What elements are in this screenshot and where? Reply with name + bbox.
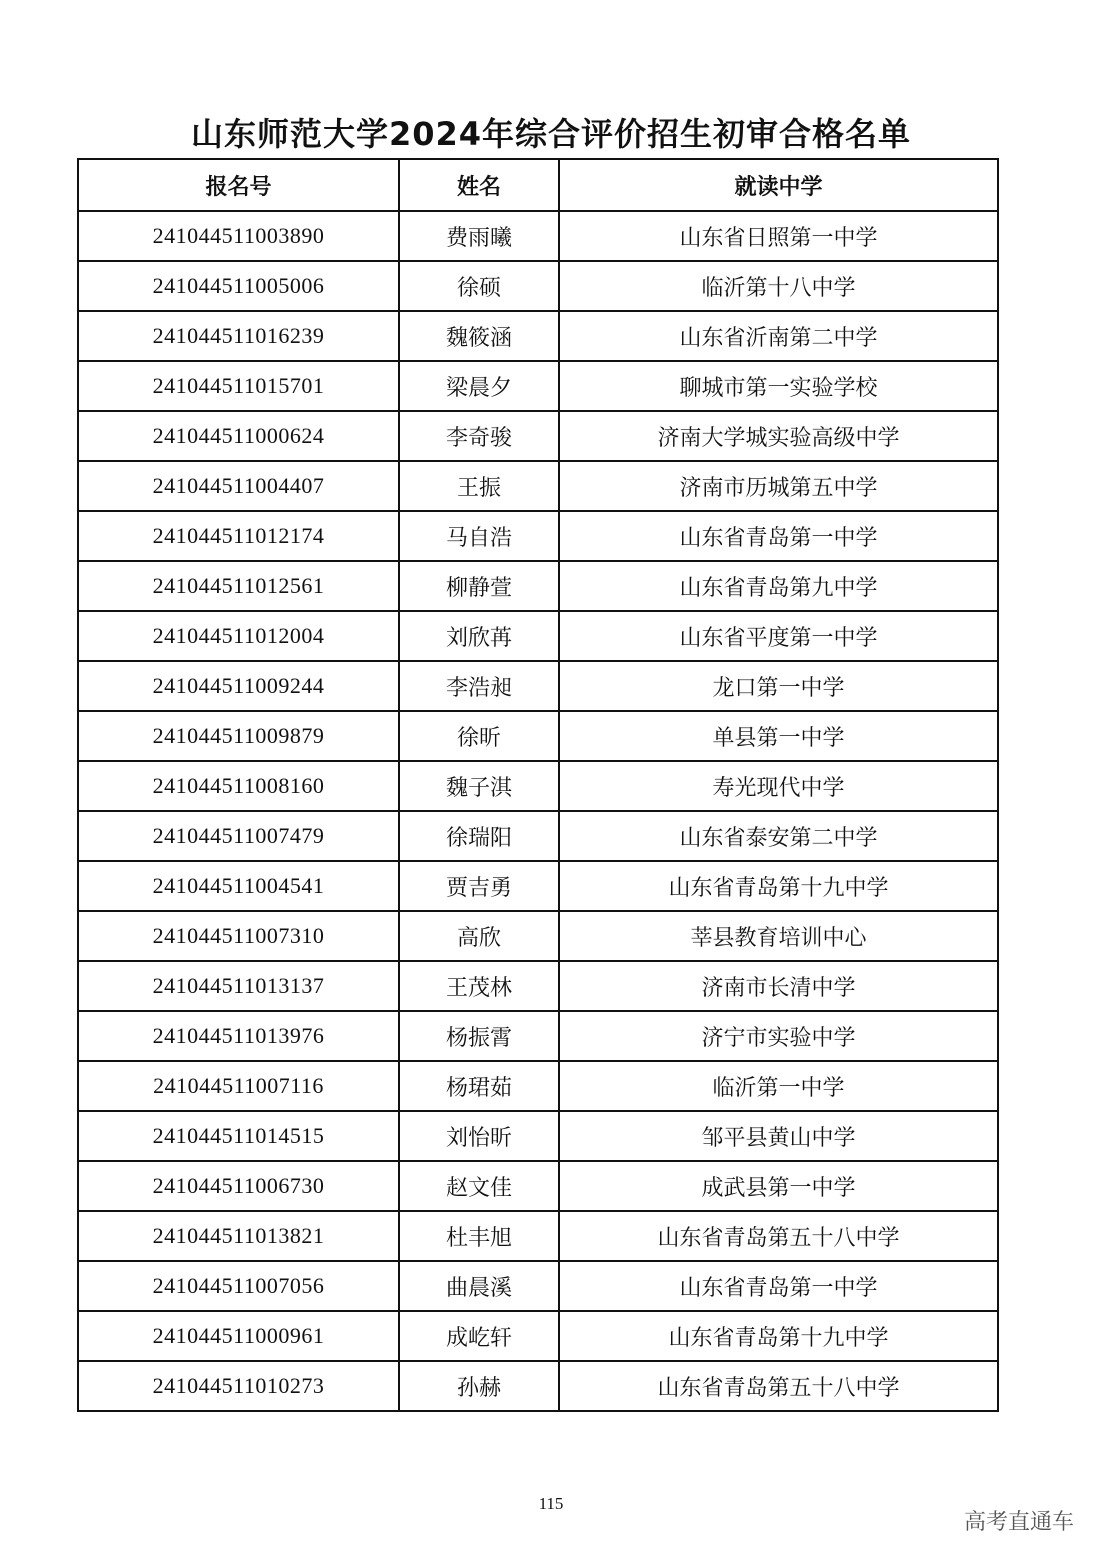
school-cell: 莘县教育培训中心 bbox=[559, 911, 998, 961]
table-row bbox=[78, 561, 998, 611]
name-cell: 刘欣苒 bbox=[399, 611, 559, 661]
school-cell: 临沂第十八中学 bbox=[559, 261, 998, 311]
table-row bbox=[78, 261, 998, 311]
page-number: 115 bbox=[538, 1494, 564, 1513]
name-cell: 柳静萱 bbox=[399, 561, 559, 611]
registration-number-cell: 241044511007310 bbox=[78, 911, 399, 961]
registration-number-cell: 241044511000624 bbox=[78, 411, 399, 461]
table-row bbox=[78, 1361, 998, 1411]
table-row bbox=[78, 461, 998, 511]
registration-number-cell: 241044511012174 bbox=[78, 511, 399, 561]
registration-number-cell: 241044511013976 bbox=[78, 1011, 399, 1061]
registration-number-cell: 241044511013821 bbox=[78, 1211, 399, 1261]
name-cell: 杨振霄 bbox=[399, 1011, 559, 1061]
table-row bbox=[78, 661, 998, 711]
header-school: 就读中学 bbox=[559, 159, 998, 211]
table-row bbox=[78, 711, 998, 761]
school-cell: 山东省青岛第十九中学 bbox=[559, 1311, 998, 1361]
table-row bbox=[78, 1111, 998, 1161]
table-row bbox=[78, 961, 998, 1011]
table-row bbox=[78, 1061, 998, 1111]
table-row bbox=[78, 611, 998, 661]
school-cell: 山东省青岛第九中学 bbox=[559, 561, 998, 611]
header-registration-number: 报名号 bbox=[78, 159, 399, 211]
registration-number-cell: 241044511004541 bbox=[78, 861, 399, 911]
table-row bbox=[78, 1261, 998, 1311]
table-row bbox=[78, 361, 998, 411]
registration-number-cell: 241044511007479 bbox=[78, 811, 399, 861]
name-cell: 孙赫 bbox=[399, 1361, 559, 1411]
school-cell: 济南大学城实验高级中学 bbox=[559, 411, 998, 461]
school-cell: 山东省沂南第二中学 bbox=[559, 311, 998, 361]
table-row bbox=[78, 861, 998, 911]
school-cell: 寿光现代中学 bbox=[559, 761, 998, 811]
name-cell: 王振 bbox=[399, 461, 559, 511]
school-cell: 山东省青岛第五十八中学 bbox=[559, 1211, 998, 1261]
name-cell: 曲晨溪 bbox=[399, 1261, 559, 1311]
school-cell: 济南市长清中学 bbox=[559, 961, 998, 1011]
registration-number-cell: 241044511007116 bbox=[78, 1061, 399, 1111]
registration-number-cell: 241044511010273 bbox=[78, 1361, 399, 1411]
school-cell: 济宁市实验中学 bbox=[559, 1011, 998, 1061]
name-cell: 梁晨夕 bbox=[399, 361, 559, 411]
registration-number-cell: 241044511014515 bbox=[78, 1111, 399, 1161]
name-cell: 费雨曦 bbox=[399, 211, 559, 261]
registration-number-cell: 241044511003890 bbox=[78, 211, 399, 261]
school-cell: 单县第一中学 bbox=[559, 711, 998, 761]
school-cell: 临沂第一中学 bbox=[559, 1061, 998, 1111]
school-cell: 成武县第一中学 bbox=[559, 1161, 998, 1211]
name-cell: 贾吉勇 bbox=[399, 861, 559, 911]
name-cell: 李奇骏 bbox=[399, 411, 559, 461]
watermark: 高考直通车 bbox=[963, 1510, 1074, 1535]
registration-number-cell: 241044511007056 bbox=[78, 1261, 399, 1311]
table-body bbox=[78, 211, 998, 1411]
name-cell: 赵文佳 bbox=[399, 1161, 559, 1211]
name-cell: 徐昕 bbox=[399, 711, 559, 761]
registration-number-cell: 241044511004407 bbox=[78, 461, 399, 511]
name-cell: 魏子淇 bbox=[399, 761, 559, 811]
table-row bbox=[78, 911, 998, 961]
registration-number-cell: 241044511008160 bbox=[78, 761, 399, 811]
table-row bbox=[78, 211, 998, 261]
registration-number-cell: 241044511006730 bbox=[78, 1161, 399, 1211]
school-cell: 邹平县黄山中学 bbox=[559, 1111, 998, 1161]
school-cell: 山东省青岛第一中学 bbox=[559, 511, 998, 561]
name-cell: 杜丰旭 bbox=[399, 1211, 559, 1261]
roster-table bbox=[77, 158, 999, 1412]
registration-number-cell: 241044511005006 bbox=[78, 261, 399, 311]
registration-number-cell: 241044511012004 bbox=[78, 611, 399, 661]
registration-number-cell: 241044511016239 bbox=[78, 311, 399, 361]
registration-number-cell: 241044511009879 bbox=[78, 711, 399, 761]
school-cell: 聊城市第一实验学校 bbox=[559, 361, 998, 411]
header-name: 姓名 bbox=[399, 159, 559, 211]
registration-number-cell: 241044511012561 bbox=[78, 561, 399, 611]
table-row bbox=[78, 411, 998, 461]
registration-number-cell: 241044511009244 bbox=[78, 661, 399, 711]
name-cell: 徐瑞阳 bbox=[399, 811, 559, 861]
name-cell: 马自浩 bbox=[399, 511, 559, 561]
school-cell: 山东省青岛第一中学 bbox=[559, 1261, 998, 1311]
registration-number-cell: 241044511015701 bbox=[78, 361, 399, 411]
table-row bbox=[78, 511, 998, 561]
table-row bbox=[78, 761, 998, 811]
school-cell: 山东省青岛第五十八中学 bbox=[559, 1361, 998, 1411]
school-cell: 龙口第一中学 bbox=[559, 661, 998, 711]
table-row bbox=[78, 1161, 998, 1211]
table-row bbox=[78, 311, 998, 361]
table-row bbox=[78, 811, 998, 861]
table-row bbox=[78, 1011, 998, 1061]
name-cell: 杨珺茹 bbox=[399, 1061, 559, 1111]
registration-number-cell: 241044511013137 bbox=[78, 961, 399, 1011]
school-cell: 山东省日照第一中学 bbox=[559, 211, 998, 261]
table-header-row bbox=[78, 159, 998, 211]
name-cell: 刘怡昕 bbox=[399, 1111, 559, 1161]
school-cell: 山东省泰安第二中学 bbox=[559, 811, 998, 861]
name-cell: 高欣 bbox=[399, 911, 559, 961]
name-cell: 王茂林 bbox=[399, 961, 559, 1011]
school-cell: 济南市历城第五中学 bbox=[559, 461, 998, 511]
registration-number-cell: 241044511000961 bbox=[78, 1311, 399, 1361]
school-cell: 山东省青岛第十九中学 bbox=[559, 861, 998, 911]
table-row bbox=[78, 1211, 998, 1261]
name-cell: 徐硕 bbox=[399, 261, 559, 311]
name-cell: 成屹轩 bbox=[399, 1311, 559, 1361]
name-cell: 魏筱涵 bbox=[399, 311, 559, 361]
document-title: 山东师范大学2024年综合评价招生初审合格名单 bbox=[190, 115, 912, 153]
name-cell: 李浩昶 bbox=[399, 661, 559, 711]
table-row bbox=[78, 1311, 998, 1361]
school-cell: 山东省平度第一中学 bbox=[559, 611, 998, 661]
